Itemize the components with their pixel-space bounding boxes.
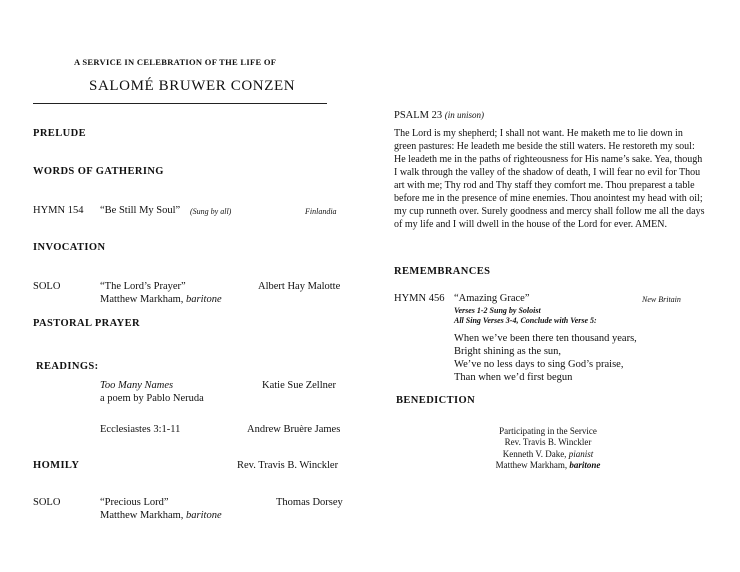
- verse-line: We’ve no less days to sing God’s praise,: [454, 359, 624, 370]
- reading2-reader: Andrew Bruère James: [247, 424, 341, 435]
- solo2-composer: Thomas Dorsey: [276, 497, 343, 508]
- solo1-label: SOLO: [33, 281, 61, 292]
- benediction-heading: BENEDICTION: [396, 395, 476, 406]
- homily-speaker: Rev. Travis B. Winckler: [237, 460, 339, 471]
- solo2-performer-name: Matthew Markham,: [100, 510, 184, 521]
- homily-heading: HOMILY: [33, 460, 80, 471]
- participants-heading: Participating in the Service: [499, 426, 597, 436]
- hymn456-note2: All Sing Verses 3-4, Conclude with Verse 5:: [454, 316, 597, 325]
- verse-line: Bright shining as the sun,: [454, 346, 562, 357]
- reading2-title: Ecclesiastes 3:1-11: [100, 424, 181, 435]
- psalm-heading: [394, 110, 484, 121]
- solo1-performer: [100, 294, 222, 305]
- remembrances-heading: REMEMBRANCES: [394, 266, 491, 277]
- participant-2-role: pianist: [568, 449, 594, 459]
- psalm-label: PSALM 23: [394, 110, 443, 121]
- hymn154-title: “Be Still My Soul”: [100, 205, 181, 216]
- hymn154-label: HYMN 154: [33, 205, 84, 216]
- solo1-performer-name: Matthew Markham,: [100, 294, 184, 305]
- solo1-performer-role: baritone: [186, 294, 222, 305]
- hymn456-note1: Verses 1-2 Sung by Soloist: [454, 306, 541, 315]
- honoree-name: SALOMÉ BRUWER CONZEN: [89, 78, 296, 94]
- reading1-subtitle: a poem by Pablo Neruda: [100, 393, 204, 404]
- participant-3: [448, 460, 648, 470]
- solo2-performer-role: baritone: [186, 510, 222, 521]
- reading1-reader: Katie Sue Zellner: [262, 380, 337, 391]
- verse-line: When we’ve been there ten thousand years,: [454, 333, 637, 344]
- participant-1: Rev. Travis B. Winckler: [504, 437, 592, 447]
- participant-2-name: Kenneth V. Dake,: [502, 449, 567, 459]
- solo2-title: “Precious Lord”: [100, 497, 169, 508]
- verse-line: Than when we’d first begun: [454, 372, 573, 383]
- solo1-composer: Albert Hay Malotte: [258, 281, 341, 292]
- hymn456-label: HYMN 456: [394, 293, 445, 304]
- psalm-text: The Lord is my shepherd; I shall not want. He maketh me to lie down in green pastures: He leadeth me beside the still waters. He restoreth my soul: He leadeth me in the paths of righteousness for His name’s sake. Yea, though I walk through the valley of the shadow of death, I will fear no evil for Thou art with me; Thy rod and Thy staff they comfort me. Thou preparest a table before me in the presence of mine enemies. Thou anointest my head with oil; my cup runneth over. Surely goodness and mercy shall follow me all the days of my life and I will dwell in the house of the Lord for ever. AMEN.: [394, 128, 705, 230]
- psalm-note: (in unison): [444, 110, 485, 120]
- solo1-title: “The Lord’s Prayer”: [100, 281, 186, 292]
- hymn154-note: (Sung by all): [190, 207, 232, 216]
- solo2-label: SOLO: [33, 497, 61, 508]
- readings-heading: READINGS:: [36, 361, 99, 372]
- title-rule: [33, 103, 327, 104]
- hymn154-tune: Finlandia: [305, 207, 337, 216]
- invocation-heading: INVOCATION: [33, 242, 106, 253]
- participant-2: [448, 449, 648, 459]
- prelude-heading: PRELUDE: [33, 128, 86, 139]
- words-of-gathering-heading: WORDS OF GATHERING: [33, 166, 164, 177]
- pastoral-prayer-heading: PASTORAL PRAYER: [33, 318, 141, 329]
- hymn456-title: “Amazing Grace”: [454, 293, 530, 304]
- participant-3-name: Matthew Markham,: [495, 460, 568, 470]
- solo2-performer: [100, 510, 222, 521]
- hymn456-tune: New Britain: [642, 295, 681, 304]
- participant-3-role: baritone: [569, 460, 601, 470]
- service-line: A SERVICE IN CELEBRATION OF THE LIFE OF: [74, 57, 277, 67]
- reading1-title: Too Many Names: [100, 380, 174, 391]
